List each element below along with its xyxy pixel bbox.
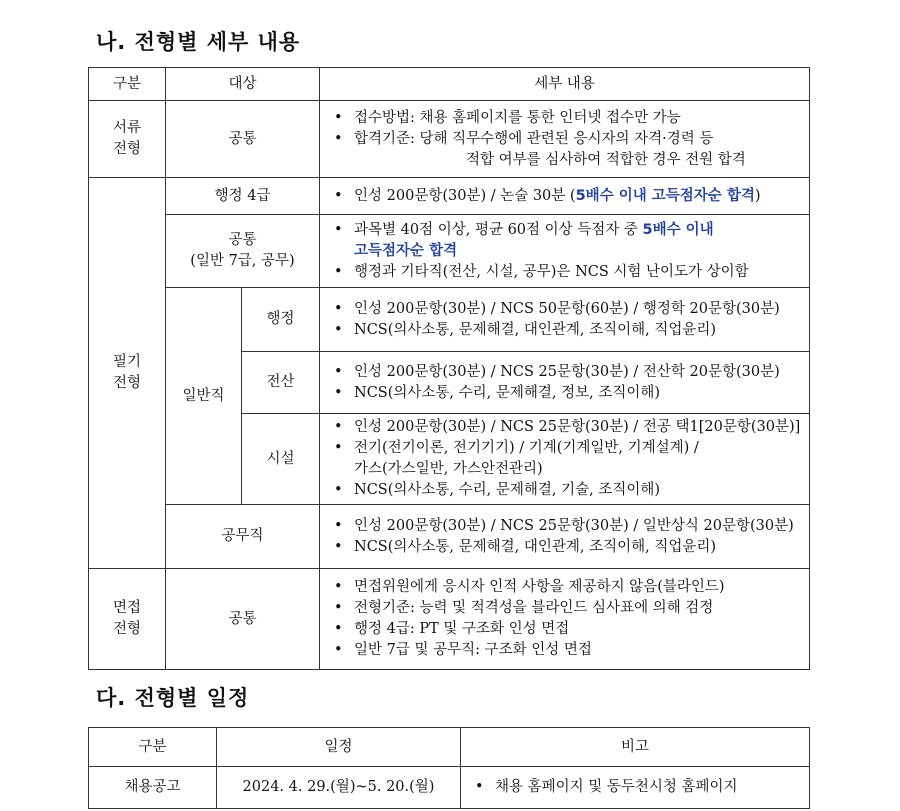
list-item: • 채용 홈페이지 및 동두천시청 홈페이지 — [471, 777, 803, 798]
details-general-it — [320, 352, 810, 414]
schedule-category: 채용공고 — [89, 767, 217, 809]
details-general-facility — [320, 414, 810, 505]
list-item: • NCS(의사소통, 문제해결, 대인관계, 조직이해, 직업윤리) — [330, 320, 803, 341]
target-general-it: 전산 — [242, 352, 320, 414]
details-general-admin — [320, 288, 810, 352]
list-item: • 전기(전기이론, 전기기기) / 기계(기계일반, 기계설계) / 가스(가스일반, 가스안전관리) — [330, 438, 803, 480]
table-row-written-public — [89, 505, 810, 569]
section-heading-schedule: 다. 전형별 일정 — [96, 686, 250, 710]
target-document-common: 공통 — [166, 101, 320, 178]
table-row — [89, 767, 810, 809]
list-item: • 인성 200문항(30분) / NCS 25문항(30분) / 전공 택1[20문항(30분)] — [330, 417, 803, 438]
list-item: • 면접위원에게 응시자 인적 사항을 제공하지 않음(블라인드) — [330, 577, 803, 598]
header-remarks: 비고 — [461, 728, 810, 767]
list-item: • 접수방법: 채용 홈페이지를 통한 인터넷 접수만 가능 — [330, 108, 803, 129]
header-schedule: 일정 — [217, 728, 461, 767]
table-row-interview — [89, 569, 810, 670]
list-item: • 전형기준: 능력 및 적격성을 블라인드 심사표에 의해 검정 — [330, 598, 803, 619]
stage-label-document: 서류 전형 — [89, 101, 166, 178]
list-item: • 일반 7급 및 공무직: 구조화 인성 면접 — [330, 640, 803, 661]
target-general-facility: 시설 — [242, 414, 320, 505]
target-public: 공무직 — [166, 505, 320, 569]
section-heading-details: 나. 전형별 세부 내용 — [96, 30, 301, 54]
header-details: 세부 내용 — [320, 68, 810, 101]
schedule-table — [88, 727, 810, 809]
table-row-written-common — [89, 215, 810, 288]
table-row-written-admin4 — [89, 178, 810, 215]
table-header-row — [89, 728, 810, 767]
stage-label-interview: 면접 전형 — [89, 569, 166, 670]
schedule-date: 2024. 4. 29.(월)~5. 20.(월) — [217, 767, 461, 809]
list-item: • 행정 4급: PT 및 구조화 인성 면접 — [330, 619, 803, 640]
list-item: • 인성 200문항(30분) / 논술 30분 (5배수 이내 고득점자순 합격) — [330, 186, 803, 207]
list-item: • 행정과 기타직(전산, 시설, 공무)은 NCS 시험 난이도가 상이함 — [330, 262, 803, 283]
selection-details-table — [88, 67, 810, 670]
target-general: 일반직 — [166, 288, 242, 505]
header-category: 구분 — [89, 68, 166, 101]
list-item: • 과목별 40점 이상, 평균 60점 이상 득점자 중 5배수 이내 고득점자순 합격 — [330, 220, 803, 262]
details-document — [320, 101, 810, 178]
list-item: • NCS(의사소통, 수리, 문제해결, 기술, 조직이해) — [330, 480, 803, 501]
details-written-common — [320, 215, 810, 288]
table-row-general-admin — [89, 288, 810, 352]
table-header-row — [89, 68, 810, 101]
stage-label-written: 필기 전형 — [89, 178, 166, 569]
target-interview-common: 공통 — [166, 569, 320, 670]
list-item: • 합격기준: 당해 직무수행에 관련된 응시자의 자격·경력 등 적합 여부를 심사하여 적합한 경우 전원 합격 — [330, 129, 803, 171]
header-target: 대상 — [166, 68, 320, 101]
target-admin4: 행정 4급 — [166, 178, 320, 215]
list-item: • 인성 200문항(30분) / NCS 25문항(30분) / 전산학 20문항(30분) — [330, 362, 803, 383]
header-category: 구분 — [89, 728, 217, 767]
list-item: • NCS(의사소통, 문제해결, 대인관계, 조직이해, 직업윤리) — [330, 537, 803, 558]
list-item: • 인성 200문항(30분) / NCS 25문항(30분) / 일반상식 20문항(30분) — [330, 516, 803, 537]
details-admin4 — [320, 178, 810, 215]
target-written-common: 공통 (일반 7급, 공무) — [166, 215, 320, 288]
target-general-admin: 행정 — [242, 288, 320, 352]
details-interview — [320, 569, 810, 670]
list-item: • NCS(의사소통, 수리, 문제해결, 정보, 조직이해) — [330, 383, 803, 404]
details-public — [320, 505, 810, 569]
schedule-remark — [461, 767, 810, 809]
table-row-document — [89, 101, 810, 178]
list-item: • 인성 200문항(30분) / NCS 50문항(60분) / 행정학 20문항(30분) — [330, 299, 803, 320]
